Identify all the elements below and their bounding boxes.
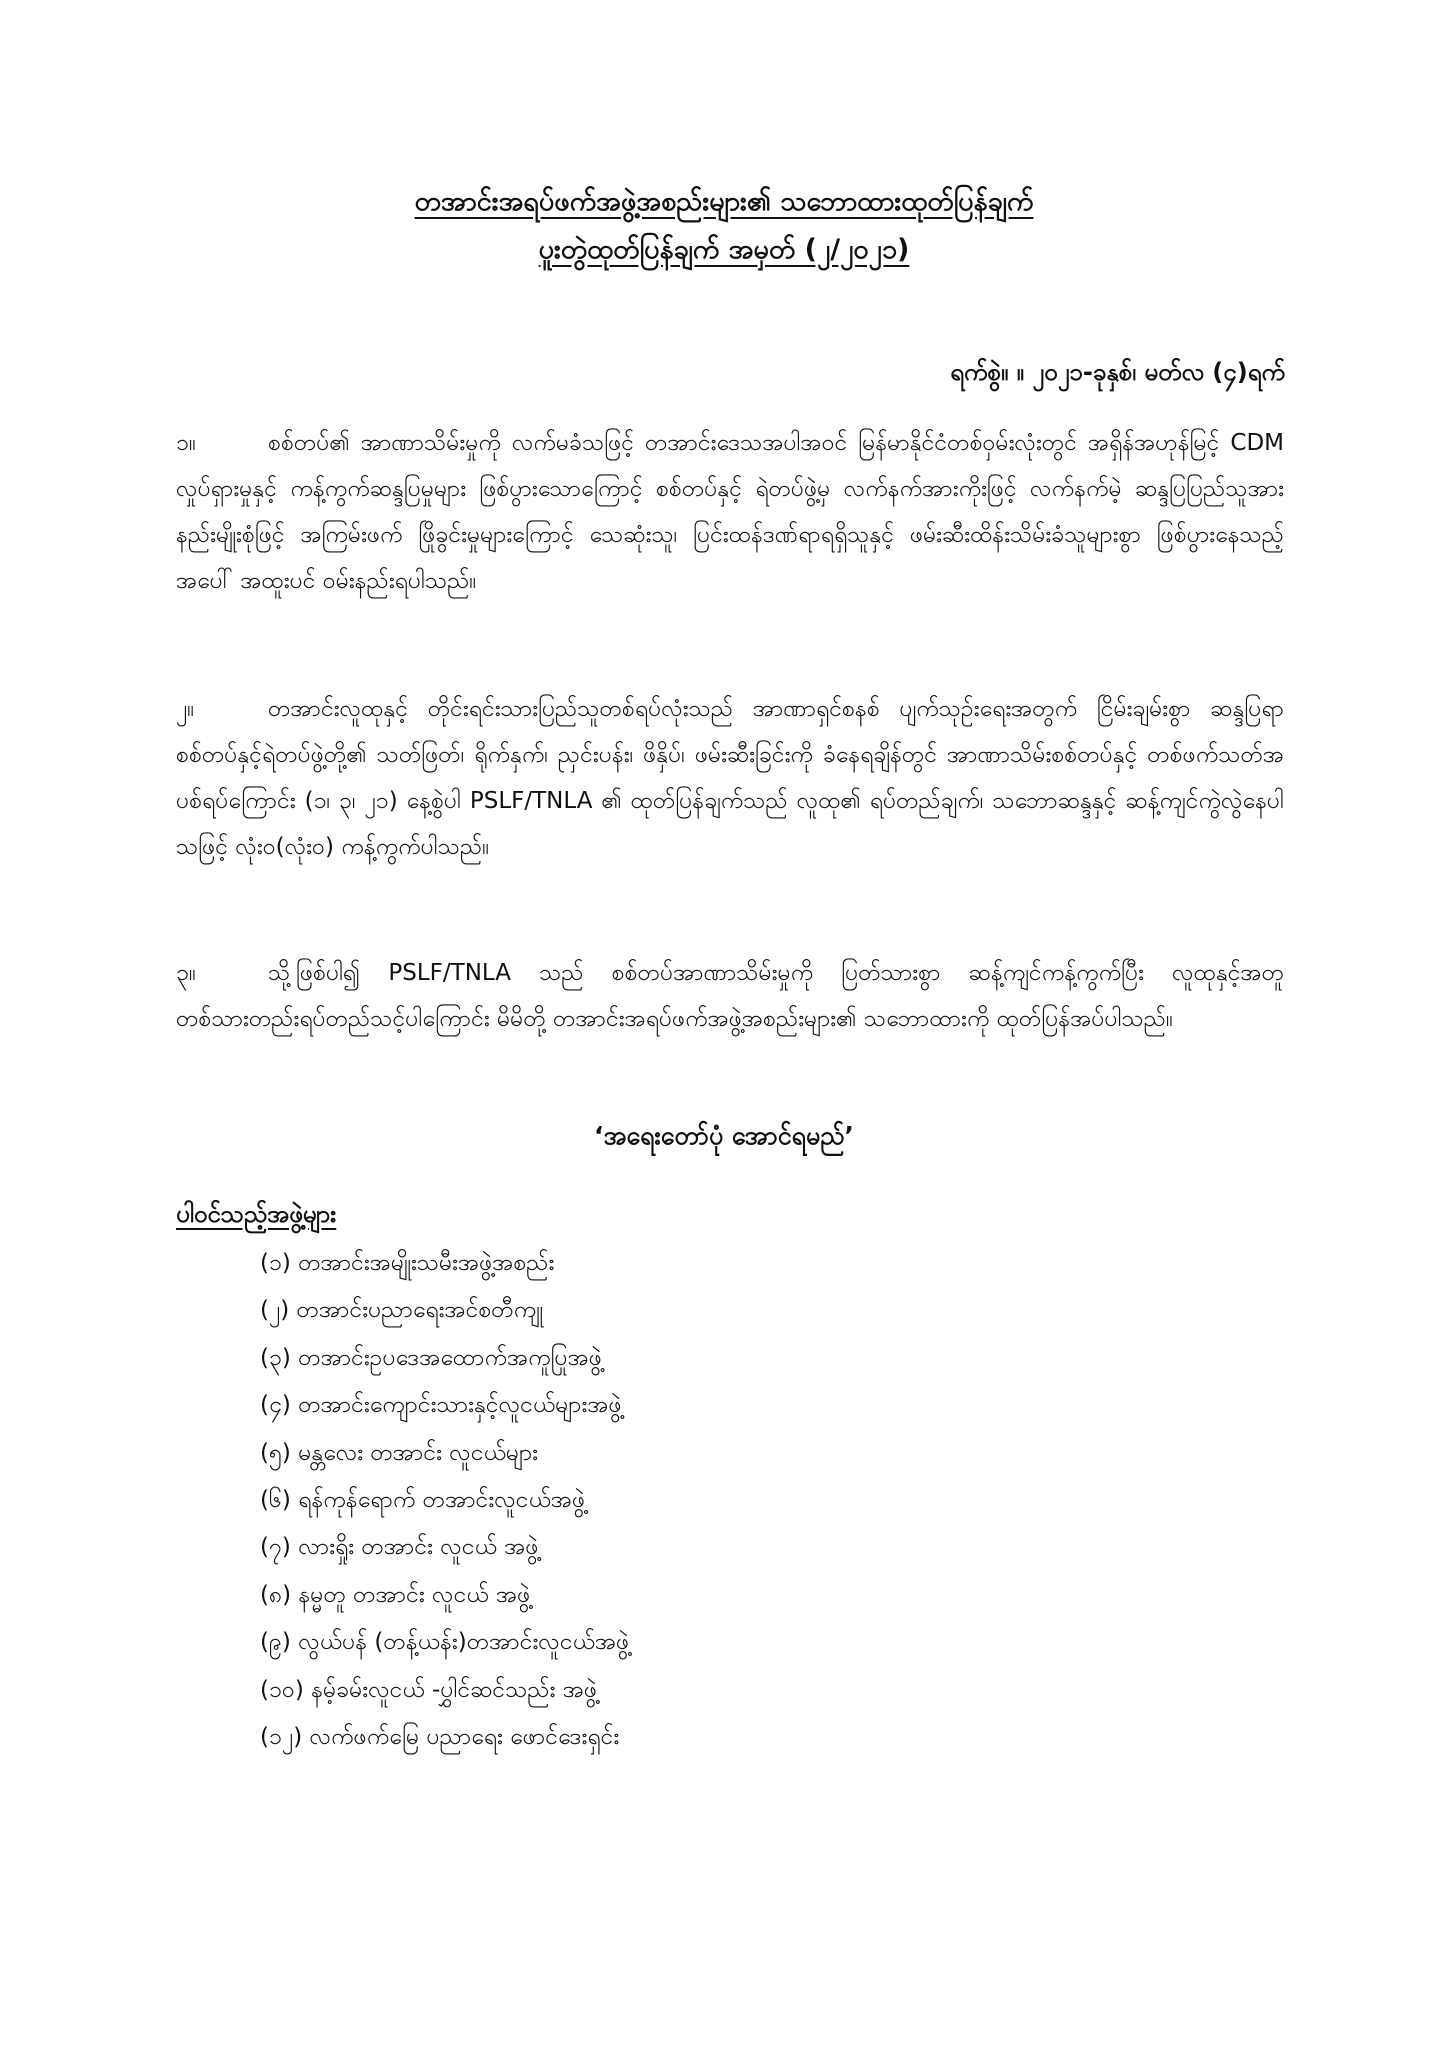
paragraph-number: ၁။ (176, 430, 196, 456)
paragraph-text: သို့ဖြစ်ပါ၍ PSLF/TNLA သည် စစ်တပ်အာဏာသိမ်းမှုကို ပြတ်သားစွာ ဆန့်ကျင်ကန့်ကွက်ပြီး လူထုနှင့်အတူ တစ်သားတည်းရပ်တည်သင့်ပါကြောင်း မိမိတို့ တအာင်းအရပ်ဖက်အဖွဲ့အစည်းများ၏ သဘောထားကို ထုတ်ပြန်အပ်ပါသည်။ (176, 960, 1284, 1032)
members-heading: ပါဝင်သည့်အဖွဲ့များ (176, 1200, 337, 1228)
list-item: (၄) တအာင်းကျောင်းသားနှင့်လူငယ်များအဖွဲ့ (260, 1392, 622, 1419)
paragraph-3 (176, 950, 1284, 1042)
list-item: (၉) လွယ်ပန် (တန့်ယန်း)တအာင်းလူငယ်အဖွဲ့ (260, 1629, 630, 1656)
paragraph-number: ၂။ (176, 696, 195, 722)
list-item: (၅) မန္တလေး တအာင်း လူငယ်များ (260, 1439, 539, 1466)
paragraph-text: တအာင်းလူထုနှင့် တိုင်းရင်းသားပြည်သူတစ်ရပ်လုံးသည် အာဏာရှင်စနစ် ပျက်သုဉ်းရေးအတွက် ငြိမ်းချမ်းစွာ ဆန္ဒပြရာ စစ်တပ်နှင့်ရဲတပ်ဖွဲ့တို့၏ သတ်ဖြတ်၊ ရိုက်နှက်၊ ညှင်းပန်း၊ ဖိနှိပ်၊ ဖမ်းဆီးခြင်းကို ခံနေရချိန်တွင် အာဏာသိမ်းစစ်တပ်နှင့် တစ်ဖက်သတ်အပစ်ရပ်ကြောင်း (၁၊ ၃၊ ၂၁) နေ့စွဲပါ PSLF/TNLA ၏ ထုတ်ပြန်ချက်သည် လူထု၏ ရပ်တည်ချက်၊ သဘောဆန္ဒနှင့် ဆန့်ကျင်ကွဲလွဲနေပါသဖြင့် လုံး၀(လုံး၀) ကန့်ကွက်ပါသည်။ (176, 696, 1284, 860)
members-list (260, 1240, 629, 1761)
paragraph-1 (176, 420, 1284, 604)
title-line-1: တအာင်းအရပ်ဖက်အဖွဲ့အစည်းများ၏ သဘောထားထုတ်ပြန်ချက် (414, 186, 1034, 217)
list-item: (၂) တအာင်းပညာရေးအင်စတီကျု (260, 1297, 544, 1324)
title-line-2: ပူးတွဲထုတ်ပြန်ချက် အမှတ် (၂/၂၀၂၁) (538, 234, 910, 265)
paragraph-text: စစ်တပ်၏ အာဏာသိမ်းမှုကို လက်မခံသဖြင့် တအာင်းဒေသအပါအဝင် မြန်မာနိုင်ငံတစ်ဝှမ်းလုံးတွင် အရှိန်အဟုန်မြင့် CDM လှုပ်ရှားမှုနှင့် ကန့်ကွက်ဆန္ဒပြမှုများ ဖြစ်ပွားသောကြောင့် စစ်တပ်နှင့် ရဲတပ်ဖွဲ့မှ လက်နက်အားကိုးဖြင့် လက်နက်မဲ့ ဆန္ဒပြပြည်သူအား နည်းမျိုးစုံဖြင့် အကြမ်းဖက် ဖြိုခွင်းမှုများကြောင့် သေဆုံးသူ၊ ပြင်းထန်ဒဏ်ရာရရှိသူနှင့် ဖမ်းဆီးထိန်းသိမ်းခံသူများစွာ ဖြစ်ပွားနေသည့်အပေါ် အထူးပင် ဝမ်းနည်းရပါသည်။ (176, 430, 1284, 594)
document-date: ရက်စွဲ။ ။ ၂၀၂၁-ခုနှစ်၊ မတ်လ (၄)ရက် (950, 358, 1285, 386)
list-item: (၃) တအာင်းဥပဒေအထောက်အကူပြုအဖွဲ့ (260, 1344, 602, 1371)
list-item: (၈) နမ္မတူ တအာင်း လူငယ် အဖွဲ့ (260, 1581, 531, 1608)
list-item: (၁၂) လက်ဖက်မြေ ပညာရေး ဖောင်ဒေးရှင်း (260, 1723, 620, 1750)
paragraph-2 (176, 686, 1284, 870)
paragraph-number: ၃။ (176, 960, 196, 986)
document-title (0, 178, 1448, 274)
list-item: (၁၀) နမ့်ခမ်းလူငယ် -ပွှါင်ဆင်သည်း အဖွဲ့ (260, 1676, 598, 1703)
list-item: (၆) ရန်ကုန်ရောက် တအာင်းလူငယ်အဖွဲ့ (260, 1486, 586, 1513)
list-item: (၁) တအာင်းအမျိုးသမီးအဖွဲ့အစည်း (260, 1250, 555, 1276)
slogan: ‘အရေးတော်ပုံ အောင်ရမည်’ (594, 1121, 854, 1150)
list-item: (၇) လားရှိုး တအာင်း လူငယ် အဖွဲ့ (260, 1534, 539, 1561)
